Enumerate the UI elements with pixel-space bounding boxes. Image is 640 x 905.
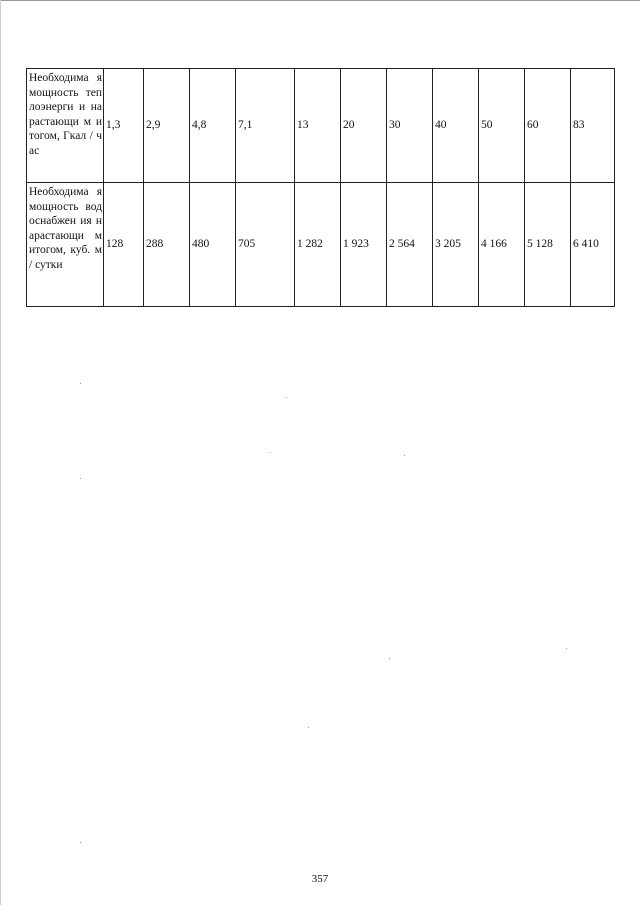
table-row-heat-capacity: [27, 69, 615, 183]
table-cell: 1,3: [104, 69, 144, 183]
table-cell: 13: [295, 69, 341, 183]
page-number: 357: [311, 873, 329, 885]
table-row-water-capacity: [27, 183, 615, 307]
scan-speck: [389, 658, 390, 659]
table-cell: 2 564: [387, 183, 433, 307]
table-cell: 83: [571, 69, 615, 183]
scan-edge-left: [0, 0, 1, 905]
scan-speck: [308, 727, 309, 728]
table-cell: 7,1: [236, 69, 295, 183]
table-cell: 705: [236, 183, 295, 307]
capacity-table: [26, 68, 615, 307]
table-cell: 40: [433, 69, 479, 183]
table-cell: 128: [104, 183, 144, 307]
table-cell: 60: [525, 69, 571, 183]
table-cell: 6 410: [571, 183, 615, 307]
row-label-water: Необходима я мощность водоснабжен ия нарастающи м итогом, куб. м / сутки: [27, 183, 104, 307]
row-label-heat: Необходима я мощность теплоэнерги и нарастающи м итогом, Гкал / час: [27, 69, 104, 183]
scan-speck: [80, 478, 81, 479]
scan-speck: [80, 383, 81, 384]
scan-speck: [270, 452, 271, 453]
scan-speck: [404, 455, 405, 456]
table-cell: 2,9: [144, 69, 190, 183]
table-cell: 4 166: [479, 183, 525, 307]
scan-edge-top: [0, 0, 640, 1]
table-cell: 4,8: [190, 69, 236, 183]
table-cell: 3 205: [433, 183, 479, 307]
table-cell: 1 282: [295, 183, 341, 307]
scan-speck: [80, 842, 81, 843]
table-cell: 50: [479, 69, 525, 183]
table-cell: 1 923: [341, 183, 387, 307]
table-cell: 20: [341, 69, 387, 183]
scan-speck: [286, 397, 287, 398]
table-cell: 288: [144, 183, 190, 307]
table-cell: 5 128: [525, 183, 571, 307]
table-cell: 480: [190, 183, 236, 307]
scan-speck: [566, 648, 567, 649]
table-cell: 30: [387, 69, 433, 183]
